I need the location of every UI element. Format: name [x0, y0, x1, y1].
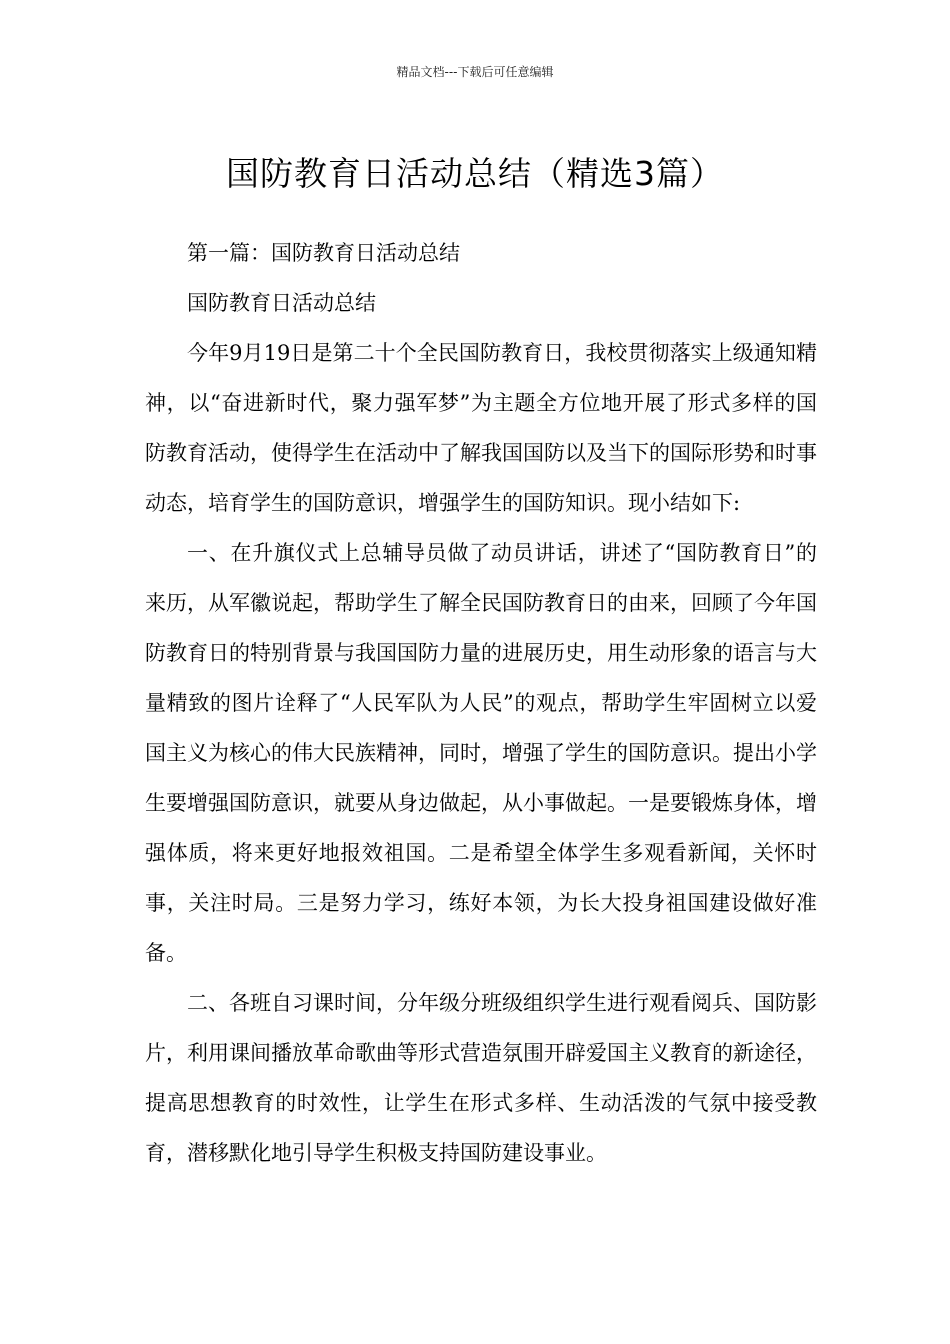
document-body — [145, 228, 817, 1178]
paragraph-item-1: 一、在升旗仪式上总辅导员做了动员讲话，讲述了“国防教育日”的来历，从军徽说起，帮助学生了解全民国防教育日的由来，回顾了今年国防教育日的特别背景与我国国防力量的进展历史，用生动形象的语言与大量精致的图片诠释了“人民军队为人民”的观点，帮助学生牢固树立以爱国主义为核心的伟大民族精神，同时，增强了学生的国防意识。提出小学生要增强国防意识，就要从身边做起，从小事做起。一是要锻炼身体，增强体质，将来更好地报效祖国。二是希望全体学生多观看新闻，关怀时事，关注时局。三是努力学习，练好本领，为长大投身祖国建设做好准备。 — [145, 541, 817, 965]
paragraph-intro: 今年9月19日是第二十个全民国防教育日，我校贯彻落实上级通知精神，以“奋进新时代，聚力强军梦”为主题全方位地开展了形式多样的国防教育活动，使得学生在活动中了解我国国防以及当下的国际形势和时事动态，培育学生的国防意识，增强学生的国防知识。现小结如下: — [145, 341, 817, 515]
section-heading: 第一篇：国防教育日活动总结 — [187, 241, 460, 265]
running-header: 精品文档---下载后可任意编辑 — [396, 65, 554, 79]
paragraph-item-2: 二、各班自习课时间，分年级分班级组织学生进行观看阅兵、国防影片，利用课间播放革命歌曲等形式营造氛围开辟爱国主义教育的新途径，提高思想教育的时效性，让学生在形式多样、生动活泼的气氛中接受教育，潜移默化地引导学生积极支持国防建设事业。 — [145, 991, 817, 1165]
document-title: 国防教育日活动总结（精选3篇） — [226, 154, 724, 194]
subheading: 国防教育日活动总结 — [187, 291, 376, 315]
